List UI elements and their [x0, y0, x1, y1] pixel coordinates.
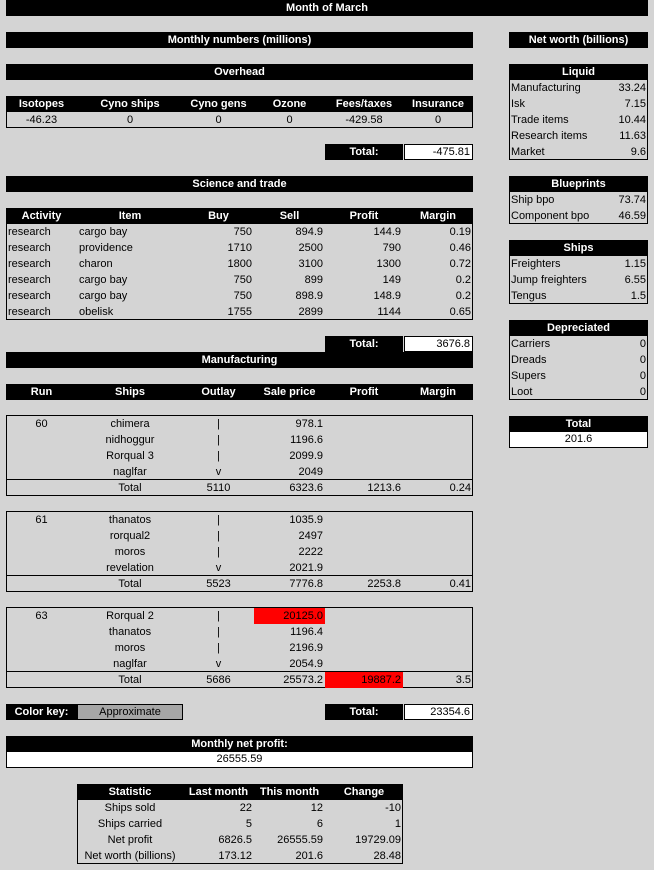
- science-row-cell: cargo bay: [79, 274, 128, 286]
- run-ship-price: 2021.9: [289, 562, 323, 574]
- statistic-cell: 26555.59: [277, 834, 323, 846]
- run-ship-mark: |: [217, 626, 220, 638]
- liquid-value: 7.15: [624, 98, 646, 110]
- ships-value: 1.5: [630, 290, 646, 302]
- run-ship-name: thanatos: [108, 514, 152, 526]
- run-ship-name: chimera: [110, 418, 150, 430]
- run-total-margin: 3.5: [455, 674, 471, 686]
- run-ship-mark: |: [217, 434, 220, 446]
- run-total-label: Total: [118, 482, 142, 494]
- overhead-col-insurance: Insurance: [403, 96, 473, 112]
- run-number: 61: [35, 514, 48, 526]
- run-ship-mark: |: [217, 642, 220, 654]
- manufacturing-total-value: 23354.6: [404, 704, 473, 720]
- run-total-profit: 19887.2: [325, 672, 403, 688]
- manufacturing-col-ships: Ships: [77, 384, 183, 400]
- science-col-item: Item: [77, 208, 183, 224]
- run-ship-name: naglfar: [113, 466, 147, 478]
- run-ship-price: 2196.9: [289, 642, 323, 654]
- run-ship-name: nidhoggur: [105, 434, 155, 446]
- science-row-cell: 0.65: [449, 306, 471, 318]
- statistic-cell: 19729.09: [355, 834, 401, 846]
- science-row-cell: 144.9: [373, 226, 401, 238]
- stat-col-change: Change: [325, 784, 403, 800]
- net-profit-value: 26555.59: [6, 751, 473, 768]
- color-key-approximate: Approximate: [77, 704, 183, 720]
- run-ship-mark: |: [217, 610, 220, 622]
- liquid-label: Trade items: [511, 114, 569, 126]
- science-row-cell: 0.2: [455, 274, 471, 286]
- science-row-cell: 790: [382, 242, 401, 254]
- net-profit-label: Monthly net profit:: [6, 736, 473, 752]
- science-total-label: Total:: [325, 336, 403, 352]
- run-ship-mark: v: [215, 658, 222, 670]
- statistic-cell: 5: [245, 818, 252, 830]
- ships-value: 6.55: [624, 274, 646, 286]
- run-total-profit: 2253.8: [367, 578, 401, 590]
- manufacturing-header: Manufacturing: [6, 352, 473, 368]
- run-ship-price: 2049: [298, 466, 323, 478]
- run-ship-mark: v: [215, 466, 222, 478]
- science-row-cell: 1755: [227, 306, 252, 318]
- science-row-cell: 750: [233, 274, 252, 286]
- science-col-margin: Margin: [403, 208, 473, 224]
- run-ship-mark: |: [217, 514, 220, 526]
- overhead-isotopes-value: -46.23: [25, 114, 58, 126]
- science-row-cell: 1710: [227, 242, 252, 254]
- statistic-cell: Ships sold: [104, 802, 156, 814]
- run-ship-price: 1196.4: [290, 626, 323, 638]
- science-row-cell: 0.19: [449, 226, 471, 238]
- science-row-cell: 894.9: [295, 226, 323, 238]
- science-row-cell: 750: [233, 226, 252, 238]
- statistic-cell: 6: [316, 818, 323, 830]
- run-ship-mark: v: [215, 562, 222, 574]
- depreciated-label: Carriers: [511, 338, 551, 350]
- run-total-label: Total: [118, 674, 142, 686]
- science-row-cell: research: [8, 258, 51, 270]
- run-ship-name: thanatos: [108, 626, 152, 638]
- overhead-col-cyno-ships: Cyno ships: [77, 96, 183, 112]
- science-row-cell: 1144: [377, 306, 401, 318]
- run-total-sale: 6323.6: [289, 482, 323, 494]
- statistic-cell: 28.48: [373, 850, 401, 862]
- depreciated-value: 0: [639, 370, 646, 382]
- networth-total-value: 201.6: [509, 431, 648, 448]
- liquid-value: 33.24: [618, 82, 646, 94]
- science-row-cell: 0.2: [455, 290, 471, 302]
- depreciated-value: 0: [639, 386, 646, 398]
- run-ship-name: moros: [114, 546, 146, 558]
- depreciated-header: Depreciated: [509, 320, 648, 336]
- overhead-col-fees: Fees/taxes: [325, 96, 403, 112]
- statistic-cell: -10: [385, 802, 401, 814]
- science-col-activity: Activity: [6, 208, 77, 224]
- liquid-header: Liquid: [509, 64, 648, 80]
- depreciated-value: 0: [639, 354, 646, 366]
- science-col-profit: Profit: [325, 208, 403, 224]
- liquid-label: Isk: [511, 98, 526, 110]
- science-row-cell: 0.72: [449, 258, 471, 270]
- overhead-col-cyno-gens: Cyno gens: [183, 96, 254, 112]
- statistic-cell: Net profit: [107, 834, 153, 846]
- run-ship-price: 1196.6: [290, 434, 323, 446]
- statistic-cell: 22: [239, 802, 252, 814]
- run-total-label: Total: [118, 578, 142, 590]
- science-row-cell: 3100: [298, 258, 323, 270]
- science-row-cell: 898.9: [295, 290, 323, 302]
- statistic-cell: 12: [310, 802, 323, 814]
- overhead-insurance-value: 0: [434, 114, 442, 126]
- science-total-value: 3676.8: [404, 336, 473, 352]
- depreciated-label: Supers: [511, 370, 546, 382]
- blueprints-value: 46.59: [618, 210, 646, 222]
- overhead-col-ozone: Ozone: [254, 96, 325, 112]
- science-row-cell: 899: [304, 274, 323, 286]
- liquid-value: 11.63: [619, 130, 646, 142]
- manufacturing-col-margin: Margin: [403, 384, 473, 400]
- statistic-cell: 1: [394, 818, 401, 830]
- statistic-cell: Ships carried: [97, 818, 163, 830]
- depreciated-label: Loot: [511, 386, 533, 398]
- run-total-sale: 25573.2: [283, 674, 323, 686]
- manufacturing-col-profit: Profit: [325, 384, 403, 400]
- science-row-cell: 0.46: [449, 242, 471, 254]
- run-total-margin: 0.24: [449, 482, 471, 494]
- science-row-cell: providence: [79, 242, 133, 254]
- science-row-cell: 2500: [298, 242, 323, 254]
- run-ship-price: 2054.9: [289, 658, 323, 670]
- liquid-label: Research items: [511, 130, 588, 142]
- science-row-cell: 1800: [227, 258, 252, 270]
- networth-total-header: Total: [509, 416, 648, 432]
- ships-label: Tengus: [511, 290, 547, 302]
- liquid-label: Manufacturing: [511, 82, 581, 94]
- science-row-cell: 148.9: [373, 290, 401, 302]
- overhead-col-isotopes: Isotopes: [6, 96, 77, 112]
- run-ship-name: rorqual2: [109, 530, 151, 542]
- run-ship-price: 2222: [298, 546, 323, 558]
- blueprints-header: Blueprints: [509, 176, 648, 192]
- run-ship-mark: |: [217, 546, 220, 558]
- overhead-ozone-value: 0: [286, 114, 293, 126]
- overhead-header: Overhead: [6, 64, 473, 80]
- blueprints-label: Ship bpo: [511, 194, 555, 206]
- ships-header: Ships: [509, 240, 648, 256]
- manufacturing-col-sale-price: Sale price: [254, 384, 325, 400]
- science-col-sell: Sell: [254, 208, 325, 224]
- overhead-fees-value: -429.58: [345, 114, 383, 126]
- run-ship-name: Rorqual 2: [106, 610, 154, 622]
- liquid-label: Market: [511, 146, 545, 158]
- science-row-cell: 149: [382, 274, 401, 286]
- science-row-cell: obelisk: [79, 306, 114, 318]
- statistic-cell: 201.6: [295, 850, 323, 862]
- science-row-cell: cargo bay: [79, 226, 128, 238]
- science-row-cell: cargo bay: [79, 290, 128, 302]
- ships-label: Jump freighters: [511, 274, 587, 286]
- run-ship-price: 20125.0: [254, 608, 325, 624]
- blueprints-label: Component bpo: [511, 210, 590, 222]
- science-header: Science and trade: [6, 176, 473, 192]
- run-total-profit: 1213.6: [367, 482, 401, 494]
- stat-col-last-month: Last month: [183, 784, 254, 800]
- run-ship-price: 1035.9: [289, 514, 323, 526]
- run-number: 63: [35, 610, 48, 622]
- liquid-value: 9.6: [630, 146, 646, 158]
- run-ship-name: moros: [114, 642, 146, 654]
- run-ship-mark: |: [217, 450, 220, 462]
- manufacturing-col-run: Run: [6, 384, 77, 400]
- depreciated-value: 0: [639, 338, 646, 350]
- blueprints-value: 73.74: [618, 194, 646, 206]
- depreciated-label: Dreads: [511, 354, 547, 366]
- run-ship-name: Rorqual 3: [106, 450, 154, 462]
- overhead-cyno-ships-value: 0: [126, 114, 134, 126]
- statistic-cell: 6826.5: [218, 834, 252, 846]
- science-row-cell: 1300: [376, 258, 401, 270]
- monthly-numbers-header: Monthly numbers (millions): [6, 32, 473, 48]
- page-title: Month of March: [6, 0, 648, 16]
- run-ship-price: 2497: [298, 530, 323, 542]
- science-col-buy: Buy: [183, 208, 254, 224]
- overhead-total-label: Total:: [325, 144, 403, 160]
- run-total-margin: 0.41: [449, 578, 471, 590]
- science-row-cell: research: [8, 306, 51, 318]
- science-row-cell: research: [8, 226, 51, 238]
- overhead-cyno-gens-value: 0: [215, 114, 222, 126]
- ships-value: 1.15: [624, 258, 646, 270]
- run-number: 60: [35, 418, 48, 430]
- statistic-cell: 173.12: [218, 850, 252, 862]
- liquid-value: 10.44: [618, 114, 646, 126]
- run-ship-mark: |: [217, 418, 220, 430]
- run-total-outlay: 5523: [206, 578, 231, 590]
- science-row-cell: charon: [79, 258, 113, 270]
- run-total-outlay: 5110: [206, 482, 231, 494]
- ships-label: Freighters: [511, 258, 561, 270]
- statistic-cell: Net worth (billions): [84, 850, 176, 862]
- science-row-cell: research: [8, 274, 51, 286]
- stat-col-this-month: This month: [254, 784, 325, 800]
- overhead-total-value: -475.81: [404, 144, 473, 160]
- color-key-label: Color key:: [6, 704, 77, 720]
- run-ship-price: 978.1: [295, 418, 323, 430]
- manufacturing-col-outlay: Outlay: [183, 384, 254, 400]
- run-ship-price: 2099.9: [289, 450, 323, 462]
- science-row-cell: research: [8, 242, 51, 254]
- science-row-cell: research: [8, 290, 51, 302]
- net-worth-header: Net worth (billions): [509, 32, 648, 48]
- run-ship-name: naglfar: [113, 658, 147, 670]
- run-ship-name: revelation: [106, 562, 154, 574]
- run-total-outlay: 5686: [206, 674, 231, 686]
- run-ship-mark: |: [217, 530, 220, 542]
- stat-col-statistic: Statistic: [77, 784, 183, 800]
- run-total-sale: 7776.8: [289, 578, 323, 590]
- manufacturing-total-label: Total:: [325, 704, 403, 720]
- science-row-cell: 750: [233, 290, 252, 302]
- science-row-cell: 2899: [298, 306, 323, 318]
